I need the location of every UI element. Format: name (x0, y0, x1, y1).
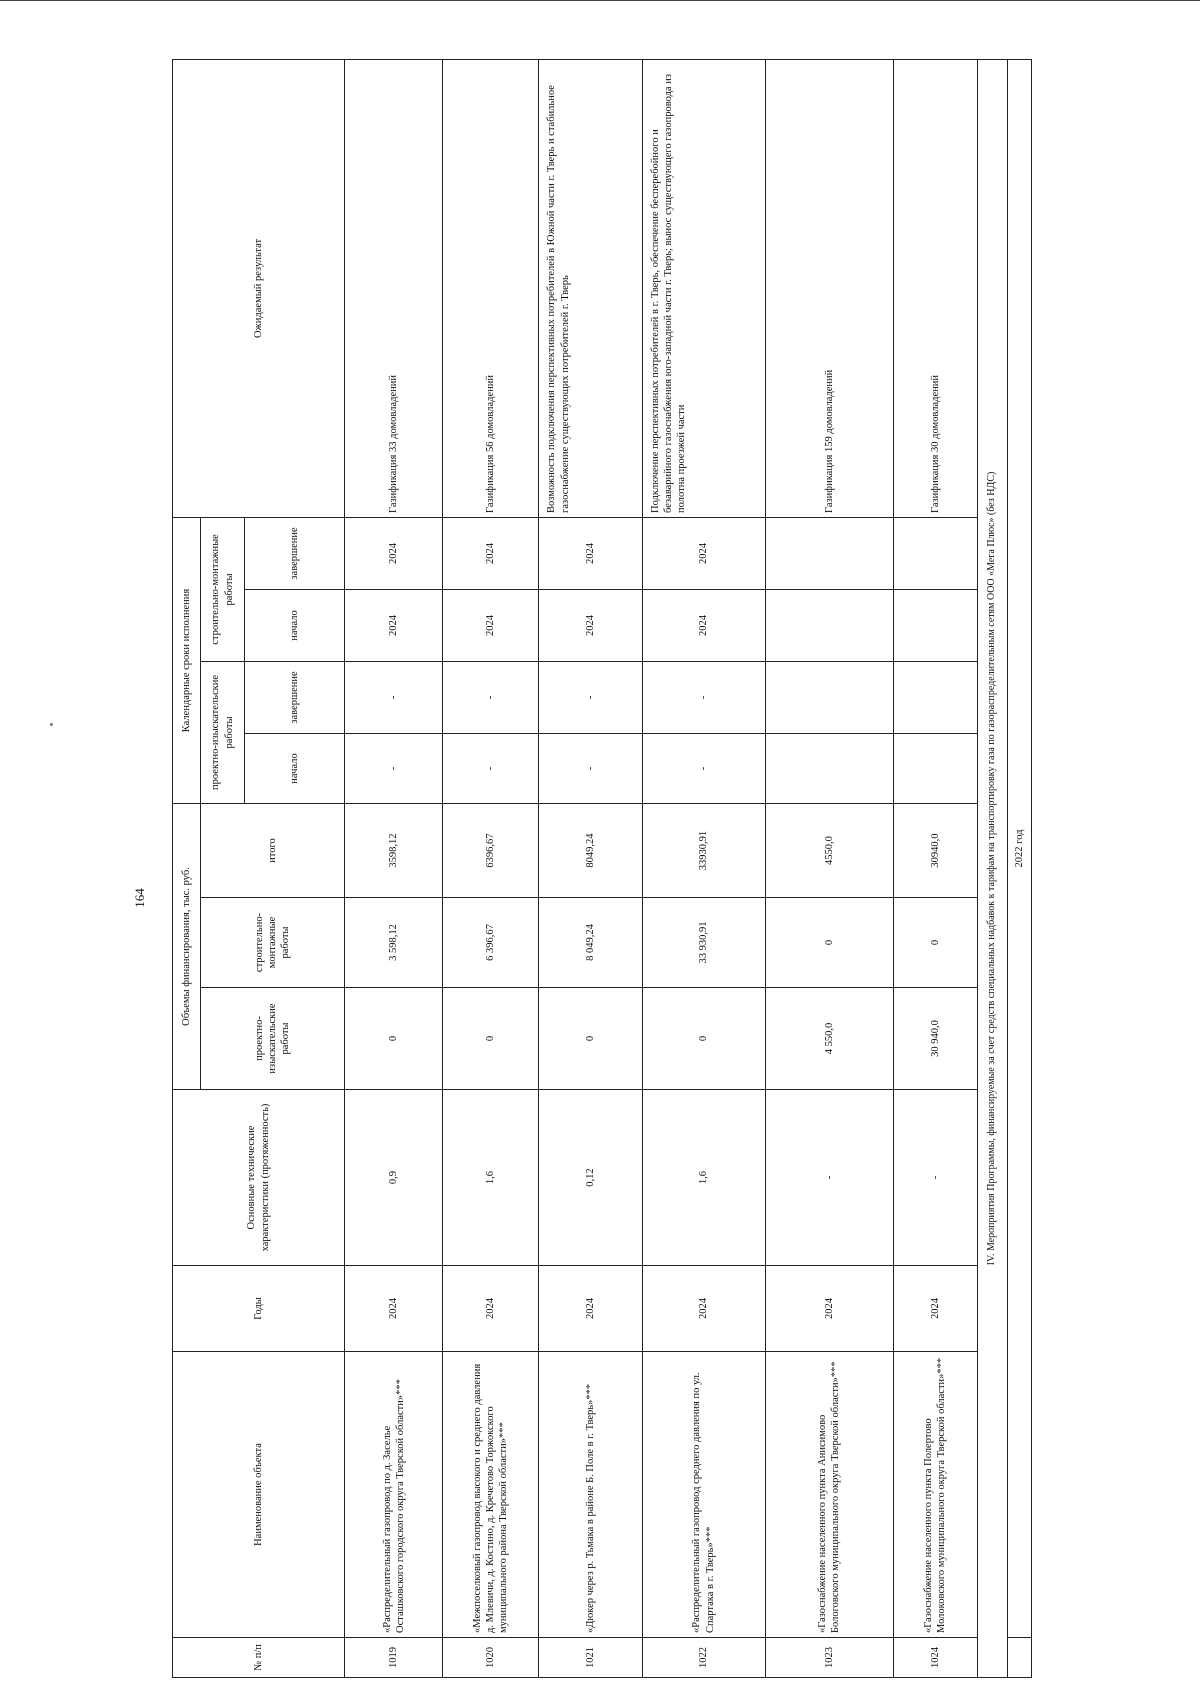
row-name: «Распределительный газопровод среднего давления по ул. Спартака в г. Тверь»*** (642, 1352, 765, 1638)
section-title: IV. Мероприятия Программы, финансируемые за счет средств специальных надбавок к тарифам на транспортировку газа по газораспределительным сетям ООО «Мега Плюс» (без НДС) (977, 59, 1007, 1677)
row-design-start: - (539, 733, 642, 803)
row-constr-end (765, 517, 893, 589)
row-constr-start: 2024 (642, 589, 765, 661)
header-design-end: завершение (245, 661, 345, 733)
row-design-end (893, 661, 977, 733)
row-result: Возможность подключения перспективных потребителей в Южной части г. Тверь и стабильное газоснабжение существующих потребителей г. Тверь (539, 59, 642, 517)
row-name: «Распределительный газопровод по д. Заселье Осташковского городского округа Тверской области»*** (345, 1352, 443, 1638)
row-constr-start: 2024 (345, 589, 443, 661)
row-fin-construction: 6 396,67 (443, 898, 539, 988)
header-cal-construction: строительно-монтажные работы (201, 517, 245, 661)
table-row (642, 59, 765, 1677)
row-design-end: - (539, 661, 642, 733)
row-length: - (765, 1090, 893, 1266)
row-result: Газификация 30 домовладений (893, 59, 977, 517)
row-fin-design: 4 550,0 (765, 988, 893, 1090)
row-design-end: - (642, 661, 765, 733)
row-num: 1021 (539, 1638, 642, 1678)
table-row (765, 59, 893, 1677)
row-design-start: - (443, 733, 539, 803)
row-fin-construction: 8 049,24 (539, 898, 642, 988)
header-fin-total: итого (201, 803, 345, 897)
row-num: 1019 (345, 1638, 443, 1678)
row-num: 1020 (443, 1638, 539, 1678)
header-years: Годы (173, 1266, 345, 1352)
header-characteristics: Основные технические характеристики (протяженность) (173, 1090, 345, 1266)
header-design-start: начало (245, 733, 345, 803)
row-name: «Газоснабжение населенного пункта Анисимово Бологовского муниципального округа Тверской области»*** (765, 1352, 893, 1638)
row-num: 1024 (893, 1638, 977, 1678)
row-fin-construction: 0 (893, 898, 977, 988)
row-fin-design: 0 (539, 988, 642, 1090)
row-length: 1,6 (443, 1090, 539, 1266)
row-year: 2024 (345, 1266, 443, 1352)
table-row (443, 59, 539, 1677)
rotated-table-container (172, 60, 1032, 1678)
year-label: 2022 год (1007, 59, 1031, 1637)
row-fin-design: 0 (443, 988, 539, 1090)
row-fin-construction: 3 598,12 (345, 898, 443, 988)
table-row (345, 59, 443, 1677)
row-length: 0,9 (345, 1090, 443, 1266)
row-name: «Газоснабжение населенного пункта Полертово Молоковского муниципального округа Тверской области»*** (893, 1352, 977, 1638)
row-year: 2024 (443, 1266, 539, 1352)
row-design-start (893, 733, 977, 803)
row-num: 1023 (765, 1638, 893, 1678)
row-constr-start: 2024 (443, 589, 539, 661)
row-length: 1,6 (642, 1090, 765, 1266)
header-financing: Объемы финансирования, тыс. руб. (173, 803, 201, 1089)
row-constr-end: 2024 (642, 517, 765, 589)
row-fin-total: 8049,24 (539, 803, 642, 897)
row-fin-design: 30 940,0 (893, 988, 977, 1090)
row-design-end (765, 661, 893, 733)
row-constr-end: 2024 (443, 517, 539, 589)
row-constr-start: 2024 (539, 589, 642, 661)
row-design-start: - (345, 733, 443, 803)
top-border-line (0, 0, 1200, 1)
header-cal-design: проектно-изыскательские работы (201, 661, 245, 803)
row-result: Газификация 159 домовладений (765, 59, 893, 517)
row-constr-end: 2024 (539, 517, 642, 589)
row-design-start: - (642, 733, 765, 803)
row-year: 2024 (539, 1266, 642, 1352)
header-calendar: Календарные сроки исполнения (173, 517, 201, 803)
section-title-row (977, 59, 1007, 1677)
row-fin-total: 4550,0 (765, 803, 893, 897)
year-row-spacer (1007, 1638, 1031, 1678)
year-row (1007, 59, 1031, 1677)
header-num: № п/п (173, 1638, 345, 1678)
header-constr-start: начало (245, 589, 345, 661)
row-design-start (765, 733, 893, 803)
table-row (539, 59, 642, 1677)
header-name: Наименование объекта (173, 1352, 345, 1638)
row-fin-total: 6396,67 (443, 803, 539, 897)
row-result: Газификация 56 домовладений (443, 59, 539, 517)
row-length: 0,12 (539, 1090, 642, 1266)
scan-speck (50, 723, 53, 726)
row-fin-construction: 0 (765, 898, 893, 988)
row-constr-start (765, 589, 893, 661)
row-year: 2024 (893, 1266, 977, 1352)
row-year: 2024 (642, 1266, 765, 1352)
row-length: - (893, 1090, 977, 1266)
header-result: Ожидаемый результат (173, 59, 345, 517)
row-fin-total: 33930,91 (642, 803, 765, 897)
row-name: «Межпоселковый газопровод высокого и среднего давления д. Млевичи, д. Костино, д. Кречетово Торжокского муниципального района Тверской области»*** (443, 1352, 539, 1638)
row-result: Газификация 33 домовладений (345, 59, 443, 517)
row-fin-design: 0 (642, 988, 765, 1090)
row-name: «Дюкер через р. Тьмака в районе Б. Поле в г. Тверь»*** (539, 1352, 642, 1638)
row-fin-total: 30940,0 (893, 803, 977, 897)
header-constr-end: завершение (245, 517, 345, 589)
table-row (893, 59, 977, 1677)
row-constr-end (893, 517, 977, 589)
row-fin-design: 0 (345, 988, 443, 1090)
header-fin-design: проектно-изыскательские работы (201, 988, 345, 1090)
header-fin-construction: строительно-монтажные работы (201, 898, 345, 988)
row-constr-end: 2024 (345, 517, 443, 589)
row-constr-start (893, 589, 977, 661)
row-design-end: - (345, 661, 443, 733)
row-year: 2024 (765, 1266, 893, 1352)
row-result: Подключение перспективных потребителей в г. Тверь, обеспечение бесперебойного и безаварийного газоснабжения юго-западной части г. Тверь; вынос существующего газопровода из полотна проезжей части (642, 59, 765, 517)
program-table (172, 59, 1032, 1678)
row-design-end: - (443, 661, 539, 733)
row-fin-construction: 33 930,91 (642, 898, 765, 988)
row-fin-total: 3598,12 (345, 803, 443, 897)
row-num: 1022 (642, 1638, 765, 1678)
